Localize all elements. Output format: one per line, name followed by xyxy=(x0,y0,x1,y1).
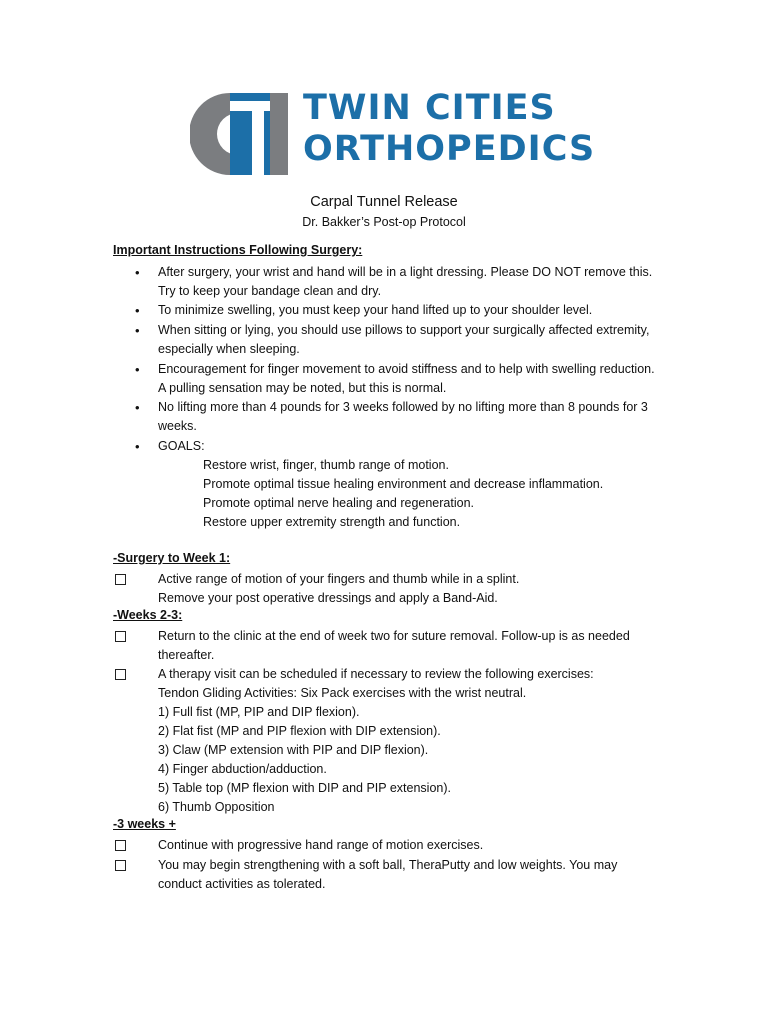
exercise-item: 5) Table top (MP flexion with DIP and PIP extension). xyxy=(158,781,451,795)
exercise-item: 1) Full fist (MP, PIP and DIP flexion). xyxy=(158,705,360,719)
bullet-icon: • xyxy=(135,400,140,415)
bullet-text: When sitting or lying, you should use pillows to support your surgically affected extremity, especially when sleeping. xyxy=(158,323,650,356)
bullet-text: No lifting more than 4 pounds for 3 weeks followed by no lifting more than 8 pounds for 3 weeks. xyxy=(158,400,648,433)
document-subtitle: Dr. Bakker’s Post-op Protocol xyxy=(302,215,466,229)
weeks3plus-heading: -3 weeks + xyxy=(113,817,176,831)
goal-item: Restore wrist, finger, thumb range of motion. xyxy=(203,458,449,472)
exercise-item: 4) Finger abduction/adduction. xyxy=(158,762,327,776)
exercise-item: 2) Flat fist (MP and PIP flexion with DIP extension). xyxy=(158,724,441,738)
logo-gray-right-bar xyxy=(270,93,288,175)
goal-item: Promote optimal nerve healing and regeneration. xyxy=(203,496,475,510)
checklist-text: You may begin strengthening with a soft ball, TheraPutty and low weights. You may conduct activities as tolerated. xyxy=(158,858,618,891)
goal-item: Promote optimal tissue healing environment and decrease inflammation. xyxy=(203,477,604,491)
checklist-continuation: Tendon Gliding Activities: Six Pack exercises with the wrist neutral. xyxy=(158,686,527,700)
bullet-text: After surgery, your wrist and hand will be in a light dressing. Please DO NOT remove this. Try to keep your bandage clean and dry. xyxy=(158,265,653,298)
exercise-item: 6) Thumb Opposition xyxy=(158,800,275,814)
bullet-text: To minimize swelling, you must keep your hand lifted up to your shoulder level. xyxy=(158,303,593,317)
bullet-icon: • xyxy=(135,265,140,280)
bullet-icon: • xyxy=(135,362,140,377)
bullet-icon: • xyxy=(135,323,140,338)
instructions-heading: Important Instructions Following Surgery: xyxy=(113,243,363,257)
exercise-item: 3) Claw (MP extension with PIP and DIP flexion). xyxy=(158,743,429,757)
weeks23-heading: -Weeks 2-3: xyxy=(113,608,183,622)
checkbox-icon xyxy=(115,860,126,871)
logo-line-1: TWIN CITIES xyxy=(303,88,556,128)
week1-heading: -Surgery to Week 1: xyxy=(113,551,231,565)
checklist-text: Continue with progressive hand range of motion exercises. xyxy=(158,838,484,852)
bullet-text: GOALS: xyxy=(158,439,205,453)
checkbox-icon xyxy=(115,840,126,851)
bullet-icon: • xyxy=(135,439,140,454)
logo-line-2: ORTHOPEDICS xyxy=(303,129,596,169)
bullet-text: Encouragement for finger movement to avoid stiffness and to help with swelling reduction. A pulling sensation may be noted, but this is normal. xyxy=(158,362,655,395)
goal-item: Restore upper extremity strength and function. xyxy=(203,515,461,529)
logo-wordmark xyxy=(303,88,595,170)
checklist-text: Active range of motion of your fingers and thumb while in a splint. xyxy=(158,572,520,586)
document-title: Carpal Tunnel Release xyxy=(310,194,458,210)
checkbox-icon xyxy=(115,669,126,680)
checklist-text: A therapy visit can be scheduled if necessary to review the following exercises: xyxy=(158,667,594,681)
checklist-continuation: Remove your post operative dressings and apply a Band-Aid. xyxy=(158,591,498,605)
checkbox-icon xyxy=(115,574,126,585)
checklist-text: Return to the clinic at the end of week two for suture removal. Follow-up is as needed thereafter. xyxy=(158,629,630,662)
checkbox-icon xyxy=(115,631,126,642)
bullet-icon: • xyxy=(135,303,140,318)
